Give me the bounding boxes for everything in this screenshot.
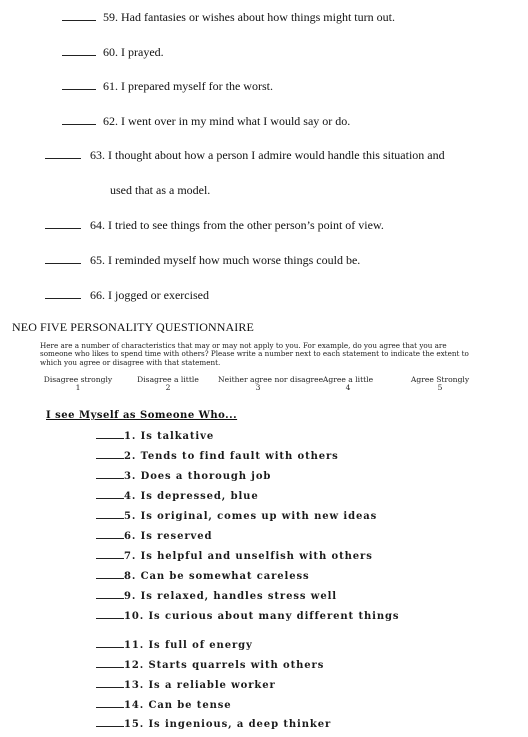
neo-title: NEO FIVE PERSONALITY QUESTIONNAIRE: [12, 320, 254, 334]
neo-item-15: [96, 718, 331, 730]
answer-blank[interactable]: [96, 450, 124, 459]
scale-value: 2: [165, 383, 171, 392]
answer-blank[interactable]: [45, 253, 81, 264]
scale-value: 5: [437, 383, 443, 392]
answer-blank[interactable]: [96, 679, 124, 688]
answer-blank[interactable]: [96, 490, 124, 499]
answer-blank[interactable]: [45, 288, 81, 299]
neo-item-11: [96, 639, 253, 651]
neo-item-4: [96, 490, 259, 502]
scale-option-4: [308, 376, 388, 392]
item-text: 2. Tends to find fault with others: [124, 451, 339, 462]
item-text: 66. I jogged or exercised: [90, 288, 209, 302]
cope-item-65: [45, 253, 360, 268]
answer-blank[interactable]: [62, 79, 96, 90]
scale-label: Disagree a little: [137, 375, 199, 384]
answer-blank[interactable]: [45, 218, 81, 229]
scale-option-3: [218, 375, 324, 392]
cope-item-62: [62, 114, 350, 129]
item-text: 63. I thought about how a person I admire would handle this situation and: [90, 148, 445, 162]
item-text: 8. Can be somewhat careless: [124, 571, 310, 582]
answer-blank[interactable]: [96, 510, 124, 519]
item-text: 61. I prepared myself for the worst.: [103, 79, 273, 93]
answer-blank[interactable]: [96, 718, 124, 727]
item-text: 15. Is ingenious, a deep thinker: [124, 719, 332, 730]
neo-item-14: [96, 699, 232, 711]
answer-blank[interactable]: [96, 699, 124, 708]
item-text: 1. Is talkative: [124, 431, 215, 442]
scale-option-2: [128, 376, 208, 392]
answer-blank[interactable]: [96, 659, 124, 668]
scale-option-1: [38, 376, 118, 392]
answer-blank[interactable]: [96, 639, 124, 648]
answer-blank[interactable]: [96, 470, 124, 479]
item-text: 10. Is curious about many different things: [124, 611, 400, 622]
answer-blank[interactable]: [96, 610, 124, 619]
scale-label: Disagree strongly: [43, 375, 113, 384]
scale-label: Neither agree nor disagree: [218, 375, 324, 384]
item-continuation: used that as a model.: [110, 183, 211, 197]
item-text: 64. I tried to see things from the other person’s point of view.: [90, 218, 384, 232]
item-text: 59. Had fantasies or wishes about how things might turn out.: [103, 10, 395, 24]
item-text: 11. Is full of energy: [124, 640, 253, 651]
item-text: 5. Is original, comes up with new ideas: [124, 511, 378, 522]
item-text: 60. I prayed.: [103, 45, 164, 59]
item-text: 4. Is depressed, blue: [124, 491, 259, 502]
answer-blank[interactable]: [96, 590, 124, 599]
answer-blank[interactable]: [62, 114, 96, 125]
cope-item-59: [62, 10, 395, 25]
neo-item-9: [96, 590, 337, 602]
answer-blank[interactable]: [62, 10, 96, 21]
neo-item-2: [96, 450, 339, 462]
answer-blank[interactable]: [96, 550, 124, 559]
item-text: 65. I reminded myself how much worse things could be.: [90, 253, 361, 267]
cope-item-64: [45, 218, 384, 233]
section-heading: I see Myself as Someone Who...: [46, 410, 238, 421]
scale-value: 4: [345, 383, 351, 392]
answer-blank[interactable]: [96, 570, 124, 579]
neo-item-13: [96, 679, 276, 691]
item-text: 14. Can be tense: [124, 700, 232, 711]
item-text: 3. Does a thorough job: [124, 471, 272, 482]
cope-item-63: [45, 148, 445, 163]
neo-item-12: [96, 659, 324, 671]
neo-item-7: [96, 550, 373, 562]
cope-item-61: [62, 79, 273, 94]
scale-label: Agree Strongly: [410, 375, 470, 384]
neo-item-3: [96, 470, 271, 482]
answer-blank[interactable]: [62, 45, 96, 56]
answer-blank[interactable]: [45, 148, 81, 159]
item-text: 12. Starts quarrels with others: [124, 660, 325, 671]
cope-item-66: [45, 288, 209, 303]
cope-item-60: [62, 45, 164, 60]
neo-item-8: [96, 570, 310, 582]
item-text: 62. I went over in my mind what I would say or do.: [103, 114, 351, 128]
neo-item-6: [96, 530, 212, 542]
scale-value: 3: [255, 383, 261, 392]
instructions-text: Here are a number of characteristics that may or may not apply to you. For example, do you agree that you are someone who likes to spend time with others? Please write a number next to each statement to indicate the extent to which you agree or disagree with that statement.: [40, 341, 469, 367]
neo-item-1: [96, 430, 214, 442]
scale-label: Agree a little: [322, 375, 374, 384]
item-text: 9. Is relaxed, handles stress well: [124, 591, 337, 602]
answer-blank[interactable]: [96, 530, 124, 539]
item-text: 13. Is a reliable worker: [124, 680, 276, 691]
neo-item-5: [96, 510, 377, 522]
neo-item-10: [96, 610, 399, 622]
item-text: 6. Is reserved: [124, 531, 213, 542]
scale-option-5: [400, 376, 480, 392]
answer-blank[interactable]: [96, 430, 124, 439]
scale-value: 1: [75, 383, 81, 392]
item-text: 7. Is helpful and unselfish with others: [124, 551, 373, 562]
